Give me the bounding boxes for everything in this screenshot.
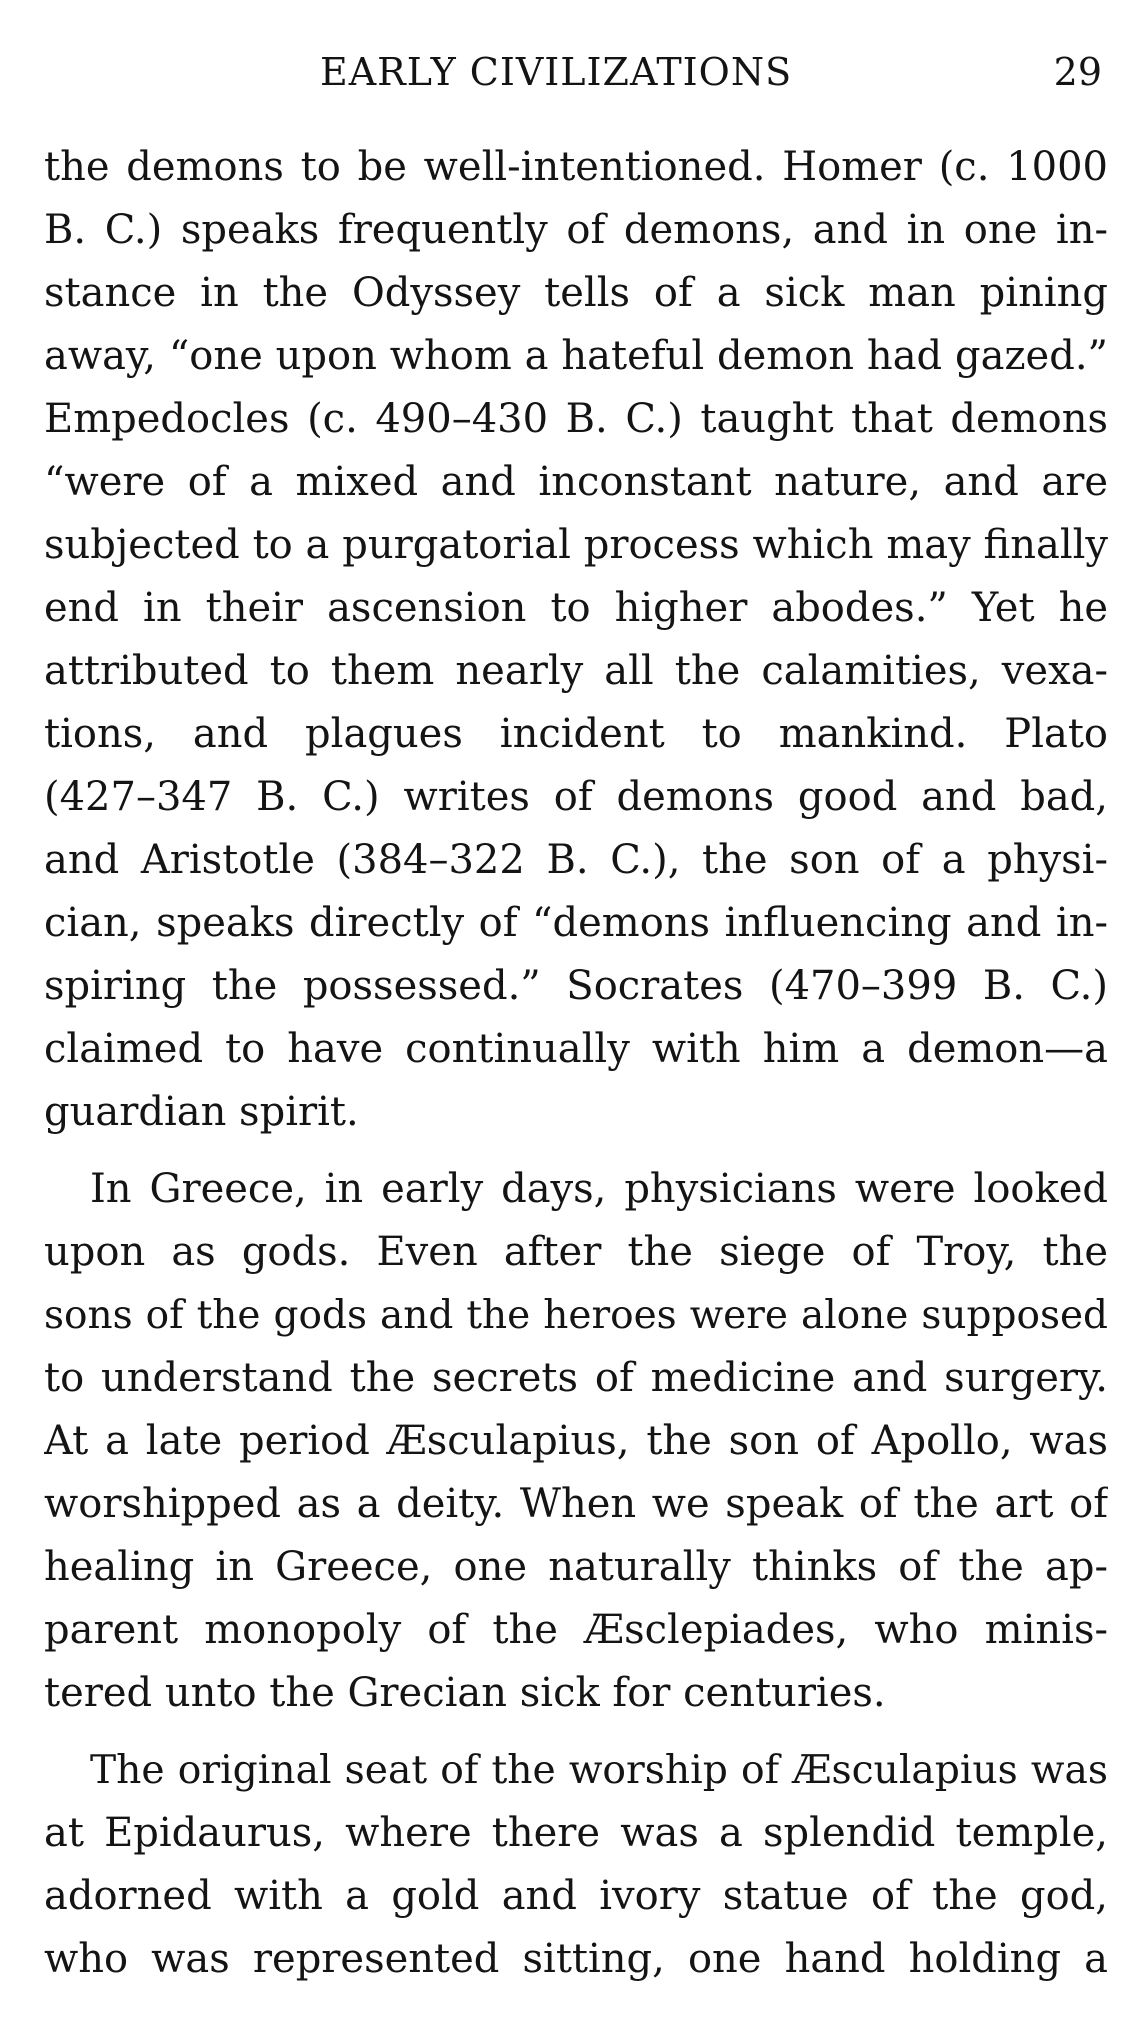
text-line: spiring the possessed.” Socrates (470–399 B. C.) <box>44 963 1108 1009</box>
text-line: who was represented sitting, one hand holding a <box>44 1936 1108 1982</box>
text-line: cian, speaks directly of “demons influencing and in- <box>44 900 1108 946</box>
text-line: away, “one upon whom a hateful demon had gazed.” <box>44 333 1108 379</box>
text-line: tions, and plagues incident to mankind. Plato <box>44 711 1108 757</box>
text-line: (427–347 B. C.) writes of demons good and bad, <box>44 774 1108 820</box>
text-line: tered unto the Grecian sick for centuries. <box>44 1670 886 1716</box>
text-line: healing in Greece, one naturally thinks of the ap- <box>44 1544 1108 1590</box>
text-line: worshipped as a deity. When we speak of the art of <box>44 1481 1108 1527</box>
text-line: and Aristotle (384–322 B. C.), the son of a physi- <box>44 837 1108 883</box>
page-number: 29 <box>1053 50 1102 94</box>
paragraph-1 <box>44 136 1108 1144</box>
text-line: At a late period Æsculapius, the son of Apollo, was <box>44 1418 1108 1464</box>
text-line: the demons to be well-intentioned. Homer (c. 1000 <box>44 144 1108 190</box>
text-line: attributed to them nearly all the calamities, vexa- <box>44 648 1108 694</box>
text-line: at Epidaurus, where there was a splendid temple, <box>44 1810 1108 1856</box>
text-line: The original seat of the worship of Æsculapius was <box>90 1748 1108 1793</box>
body-text <box>44 136 1108 1991</box>
running-head <box>44 42 1104 102</box>
text-line: to understand the secrets of medicine and surgery. <box>44 1355 1108 1401</box>
text-line: B. C.) speaks frequently of demons, and in one in- <box>44 207 1108 253</box>
text-line: claimed to have continually with him a demon—a <box>44 1026 1108 1072</box>
text-line: guardian spirit. <box>44 1089 359 1135</box>
text-line: “were of a mixed and inconstant nature, and are <box>44 459 1108 505</box>
text-line: adorned with a gold and ivory statue of the god, <box>44 1873 1108 1919</box>
text-line: Empedocles (c. 490–430 B. C.) taught that demons <box>44 396 1108 442</box>
text-line: In Greece, in early days, physicians were looked <box>90 1166 1108 1212</box>
paragraph-3 <box>44 1739 1108 1991</box>
text-line: end in their ascension to higher abodes.” Yet he <box>44 585 1108 631</box>
text-line: parent monopoly of the Æsclepiades, who minis- <box>44 1607 1108 1653</box>
paragraph-2 <box>44 1158 1108 1725</box>
text-line: upon as gods. Even after the siege of Troy, the <box>44 1229 1108 1275</box>
text-line: sons of the gods and the heroes were alone supposed <box>44 1293 1108 1338</box>
text-line: stance in the Odyssey tells of a sick man pining <box>44 270 1108 316</box>
text-line: subjected to a purgatorial process which may finally <box>44 522 1108 568</box>
running-title: EARLY CIVILIZATIONS <box>320 50 793 94</box>
